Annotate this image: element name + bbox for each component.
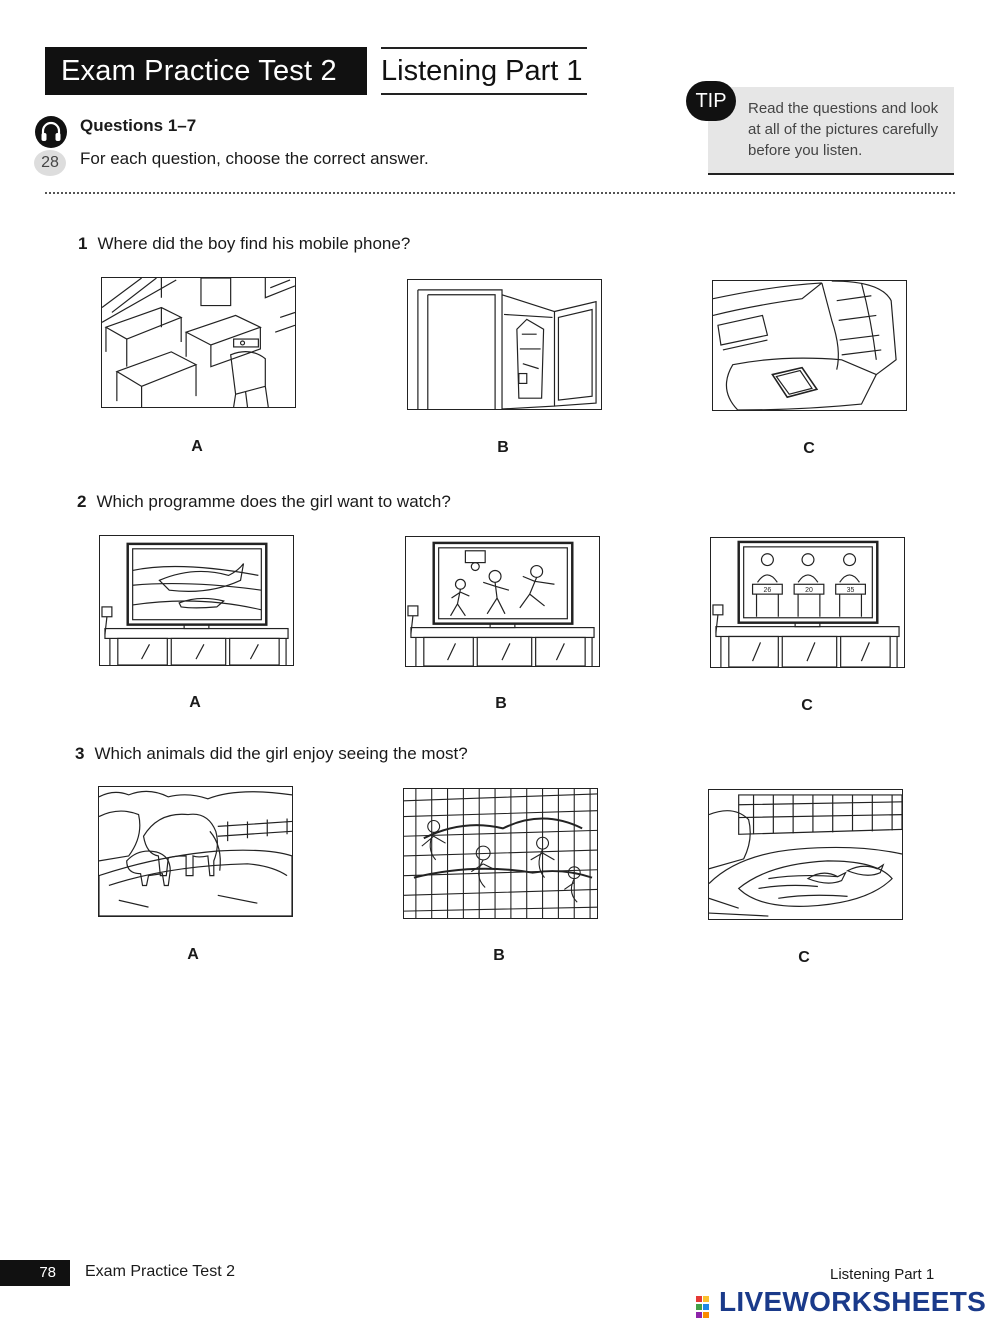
footer-test-title: Exam Practice Test 2 — [85, 1263, 235, 1280]
question-number: 3 — [75, 744, 85, 763]
option-label[interactable]: B — [493, 947, 505, 964]
tip-text: Read the questions and look at all of the pictures carefully before you listen. — [748, 100, 939, 159]
section-title: Listening Part 1 — [381, 47, 587, 95]
picture-penguins-pool[interactable] — [708, 789, 903, 920]
question-text: Where did the boy find his mobile phone? — [97, 234, 411, 253]
option-label[interactable]: C — [801, 697, 813, 714]
liveworksheets-logo[interactable] — [696, 1286, 986, 1318]
picture-monkeys[interactable] — [403, 788, 598, 919]
question-text: Which animals did the girl enjoy seeing the most? — [94, 744, 468, 763]
question-1 — [78, 234, 410, 254]
footer-section-title: Listening Part 1 — [830, 1266, 935, 1283]
questions-heading: Questions 1–7 — [80, 116, 197, 135]
picture-wardrobe[interactable] — [407, 279, 602, 410]
option-label[interactable]: A — [191, 438, 203, 455]
liveworksheets-text: LIVEWORKSHEETS — [719, 1286, 987, 1317]
question-text: Which programme does the girl want to watch? — [96, 492, 451, 511]
picture-tv-whales[interactable] — [99, 535, 294, 666]
option-label[interactable]: C — [803, 440, 815, 457]
option-label[interactable]: B — [495, 695, 507, 712]
question-2 — [77, 492, 451, 512]
picture-elephants[interactable] — [98, 786, 293, 917]
test-title: Exam Practice Test 2 — [45, 47, 367, 95]
audio-track-number: 28 — [34, 150, 66, 176]
instruction-text: For each question, choose the correct answer. — [80, 149, 429, 168]
picture-tv-quiz[interactable] — [710, 537, 905, 668]
option-label[interactable]: B — [497, 439, 509, 456]
headphones-icon[interactable] — [35, 116, 67, 148]
tip-box — [708, 87, 954, 175]
quiz-score: 20 — [805, 587, 813, 595]
quiz-score: 35 — [846, 587, 855, 595]
question-number: 1 — [78, 234, 88, 253]
tip-badge: TIP — [686, 81, 736, 121]
option-label[interactable]: C — [798, 949, 810, 966]
page-number: 78 — [0, 1260, 70, 1286]
picture-classroom[interactable] — [101, 277, 296, 408]
divider — [45, 192, 955, 194]
picture-car-seat[interactable] — [712, 280, 907, 411]
question-number: 2 — [77, 492, 87, 511]
question-3 — [75, 744, 468, 764]
option-label[interactable]: A — [189, 694, 201, 711]
picture-tv-basketball[interactable] — [405, 536, 600, 667]
quiz-score: 26 — [763, 587, 772, 595]
option-label[interactable]: A — [187, 946, 199, 963]
liveworksheets-icon — [696, 1293, 716, 1315]
